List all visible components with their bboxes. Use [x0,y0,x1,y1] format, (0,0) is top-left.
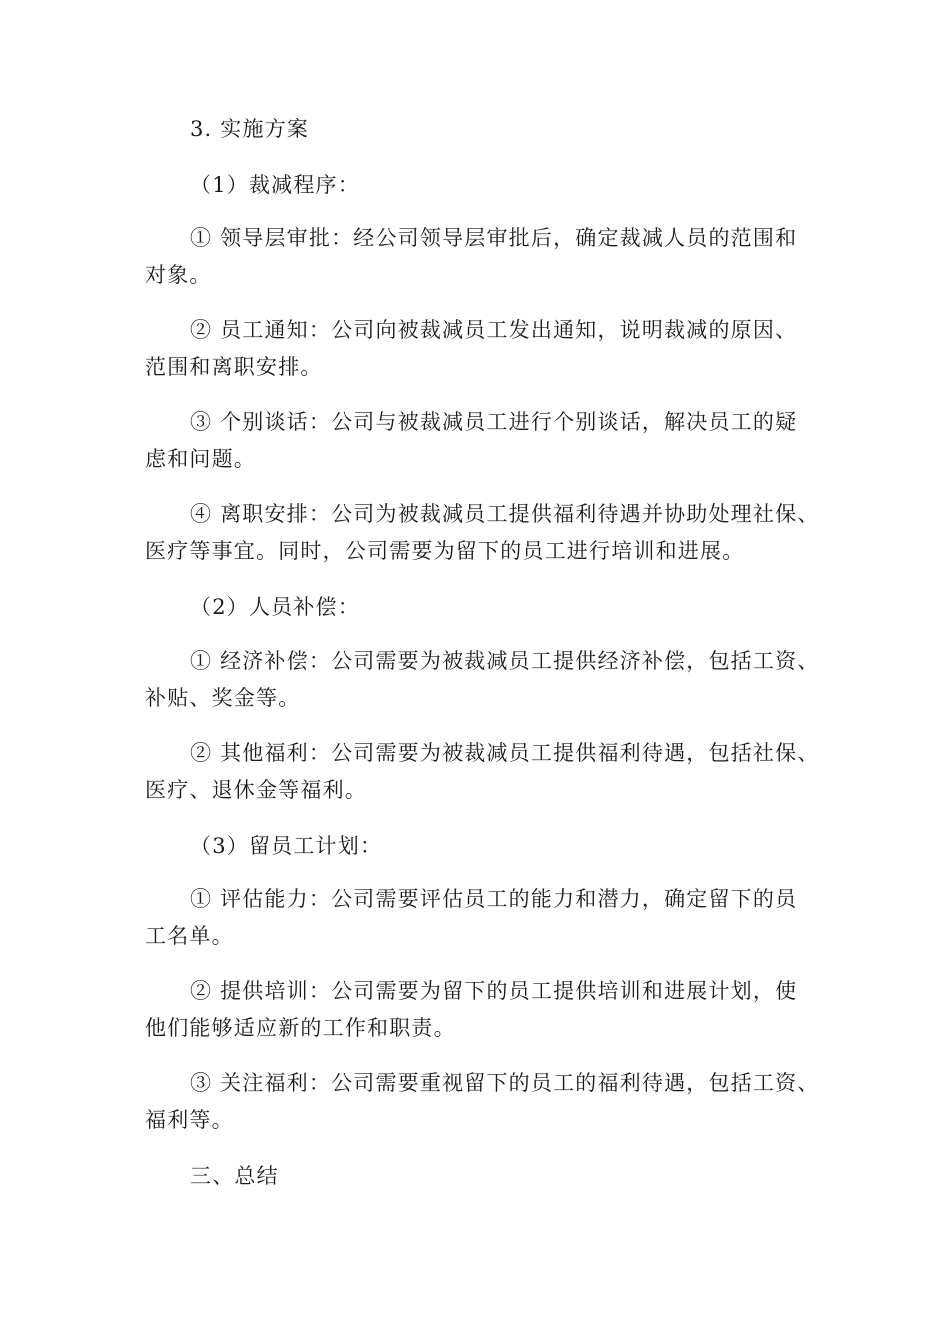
paragraph-2-1-line-2: 补贴、奖金等。 [145,686,301,710]
paragraph-3-3-line-2: 福利等。 [145,1108,234,1132]
subsection-heading-2: （2）人员补偿： [190,595,360,619]
paragraph-1-4-line-1: ④ 离职安排：公司为被裁减员工提供福利待遇并协助处理社保、 [190,502,820,526]
paragraph-1-2-line-2: 范围和离职安排。 [145,355,323,379]
section-title: 3. 实施方案 [190,117,310,141]
paragraph-3-1-line-1: ① 评估能力：公司需要评估员工的能力和潜力，确定留下的员 [190,887,798,911]
paragraph-2-2-line-1: ② 其他福利：公司需要为被裁减员工提供福利待遇，包括社保、 [190,741,820,765]
paragraph-3-2-line-1: ② 提供培训：公司需要为留下的员工提供培训和进展计划，使 [190,979,798,1003]
paragraph-1-1-line-1: ① 领导层审批：经公司领导层审批后，确定裁减人员的范围和 [190,226,798,250]
paragraph-1-1-line-2: 对象。 [145,263,212,287]
paragraph-3-2-line-2: 他们能够适应新的工作和职责。 [145,1016,456,1040]
paragraph-2-1-line-1: ① 经济补偿：公司需要为被裁减员工提供经济补偿，包括工资、 [190,649,820,673]
subsection-heading-3: （3）留员工计划： [190,834,383,858]
paragraph-1-3-line-1: ③ 个别谈话：公司与被裁减员工进行个别谈话，解决员工的疑 [190,410,798,434]
subsection-heading-1: （1）裁减程序： [190,173,360,197]
summary-title: 三、总结 [190,1164,279,1188]
paragraph-1-2-line-1: ② 员工通知：公司向被裁减员工发出通知，说明裁减的原因、 [190,318,798,342]
paragraph-3-1-line-2: 工名单。 [145,924,234,948]
paragraph-1-3-line-2: 虑和问题。 [145,447,256,471]
paragraph-1-4-line-2: 医疗等事宜。同时，公司需要为留下的员工进行培训和进展。 [145,539,745,563]
paragraph-3-3-line-1: ③ 关注福利：公司需要重视留下的员工的福利待遇，包括工资、 [190,1071,820,1095]
paragraph-2-2-line-2: 医疗、退休金等福利。 [145,778,367,802]
